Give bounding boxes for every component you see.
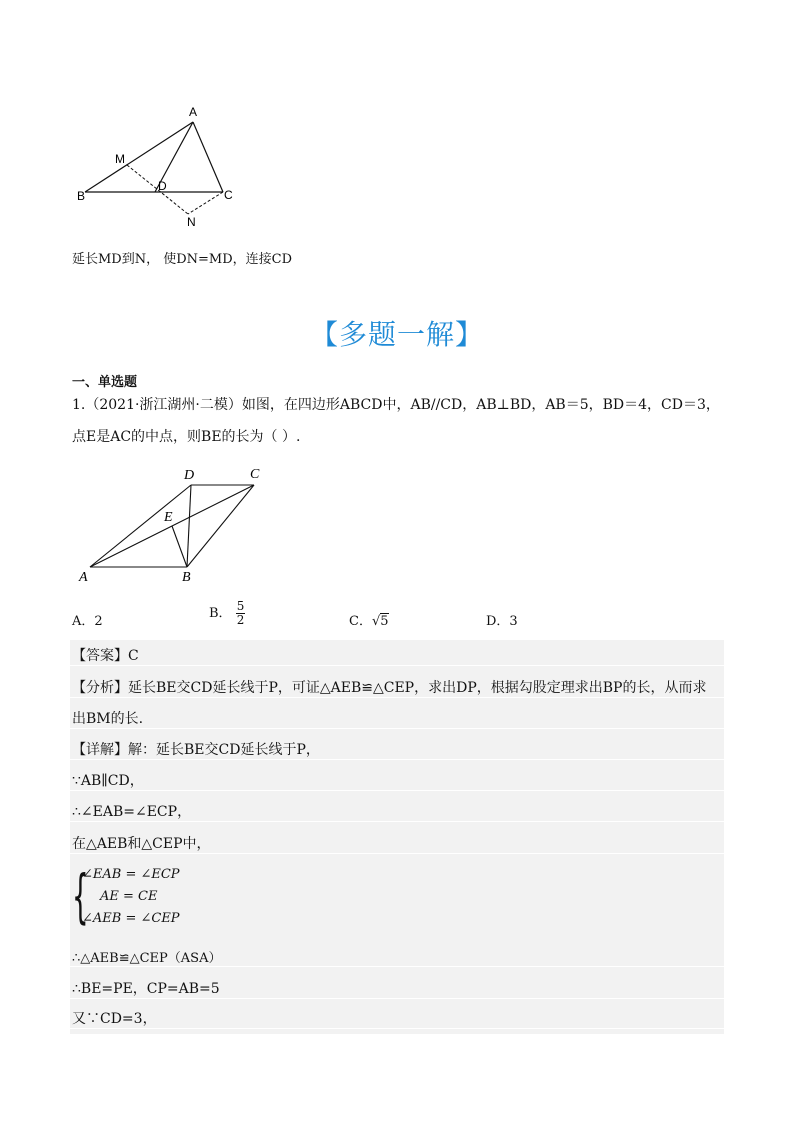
question-line-1: 1.（2021·浙江湖州·二模）如图，在四边形ABCD中，AB//CD，AB⊥BD，AB＝5，BD＝4，CD＝3， xyxy=(72,397,720,413)
sqrt-symbol: √ xyxy=(371,614,381,629)
question-line-2: 点E是AC的中点，则BE的长为（ ）. xyxy=(72,429,301,445)
label-E: E xyxy=(164,510,173,525)
label-A: A xyxy=(189,105,198,119)
label-A: A xyxy=(79,570,88,585)
label-C: C xyxy=(224,188,233,202)
figure-triangle-mdn xyxy=(60,98,260,233)
option-b-fraction xyxy=(236,600,246,627)
option-c-prefix: C． xyxy=(349,614,372,629)
option-c xyxy=(349,610,389,629)
option-d: D．3 xyxy=(486,614,518,629)
label-B: B xyxy=(77,189,86,203)
detail-line-1: 【详解】解：延长BE交CD延长线于P， xyxy=(70,739,726,760)
answer-line: 【答案】C xyxy=(70,645,726,666)
figure1-caption: 延长MD到N， 使DN=MD，连接CD xyxy=(72,252,293,267)
detail-line-4: 在△AEB和△CEP中， xyxy=(70,833,726,854)
segment-CN-dashed xyxy=(188,192,223,214)
section-heading: 【多题一解】 xyxy=(309,318,484,351)
system-line-2: AE = CE xyxy=(100,889,158,904)
option-c-radicand: 5 xyxy=(380,614,389,629)
segment-AB xyxy=(85,122,193,192)
option-b-denominator: 2 xyxy=(236,613,245,627)
option-b xyxy=(209,600,245,627)
segment-AC xyxy=(193,122,223,192)
detail-line-3: ∴∠EAB=∠ECP， xyxy=(70,801,726,822)
label-M: M xyxy=(115,152,125,166)
option-b-numerator: 5 xyxy=(236,599,245,613)
label-N: N xyxy=(187,215,196,229)
detail-line-5: ∴△AEB≌△CEP（ASA） xyxy=(70,947,726,967)
label-C: C xyxy=(250,467,260,482)
label-D: D xyxy=(158,179,167,193)
segment-BC xyxy=(187,485,254,567)
system-line-3: ∠AEB = ∠CEP xyxy=(82,911,180,926)
label-D: D xyxy=(184,468,195,483)
detail-line-7: 又∵CD=3， xyxy=(70,1008,726,1029)
analysis-line-2: 出BM的长. xyxy=(70,708,726,729)
detail-line-6: ∴BE=PE，CP=AB=5 xyxy=(70,978,726,999)
detail-line-2: ∵AB∥CD， xyxy=(70,770,726,791)
figure-quadrilateral-abcd xyxy=(72,462,272,587)
section-title: 一、单选题 xyxy=(72,375,138,390)
option-a: A．2 xyxy=(72,614,103,629)
answer-block xyxy=(70,640,724,1034)
label-B: B xyxy=(182,570,191,585)
segment-BE xyxy=(172,526,187,567)
option-b-prefix: B． xyxy=(209,606,232,621)
segment-AD xyxy=(90,485,191,567)
analysis-line-1: 【分析】延长BE交CD延长线于P，可证△AEB≌△CEP，求出DP，根据勾股定理求出BP的长，从而求 xyxy=(70,677,726,698)
system-line-1: ∠EAB = ∠ECP xyxy=(82,867,180,882)
system-brace: { xyxy=(72,862,89,930)
equation-system xyxy=(72,862,272,935)
segment-BD xyxy=(187,485,191,567)
